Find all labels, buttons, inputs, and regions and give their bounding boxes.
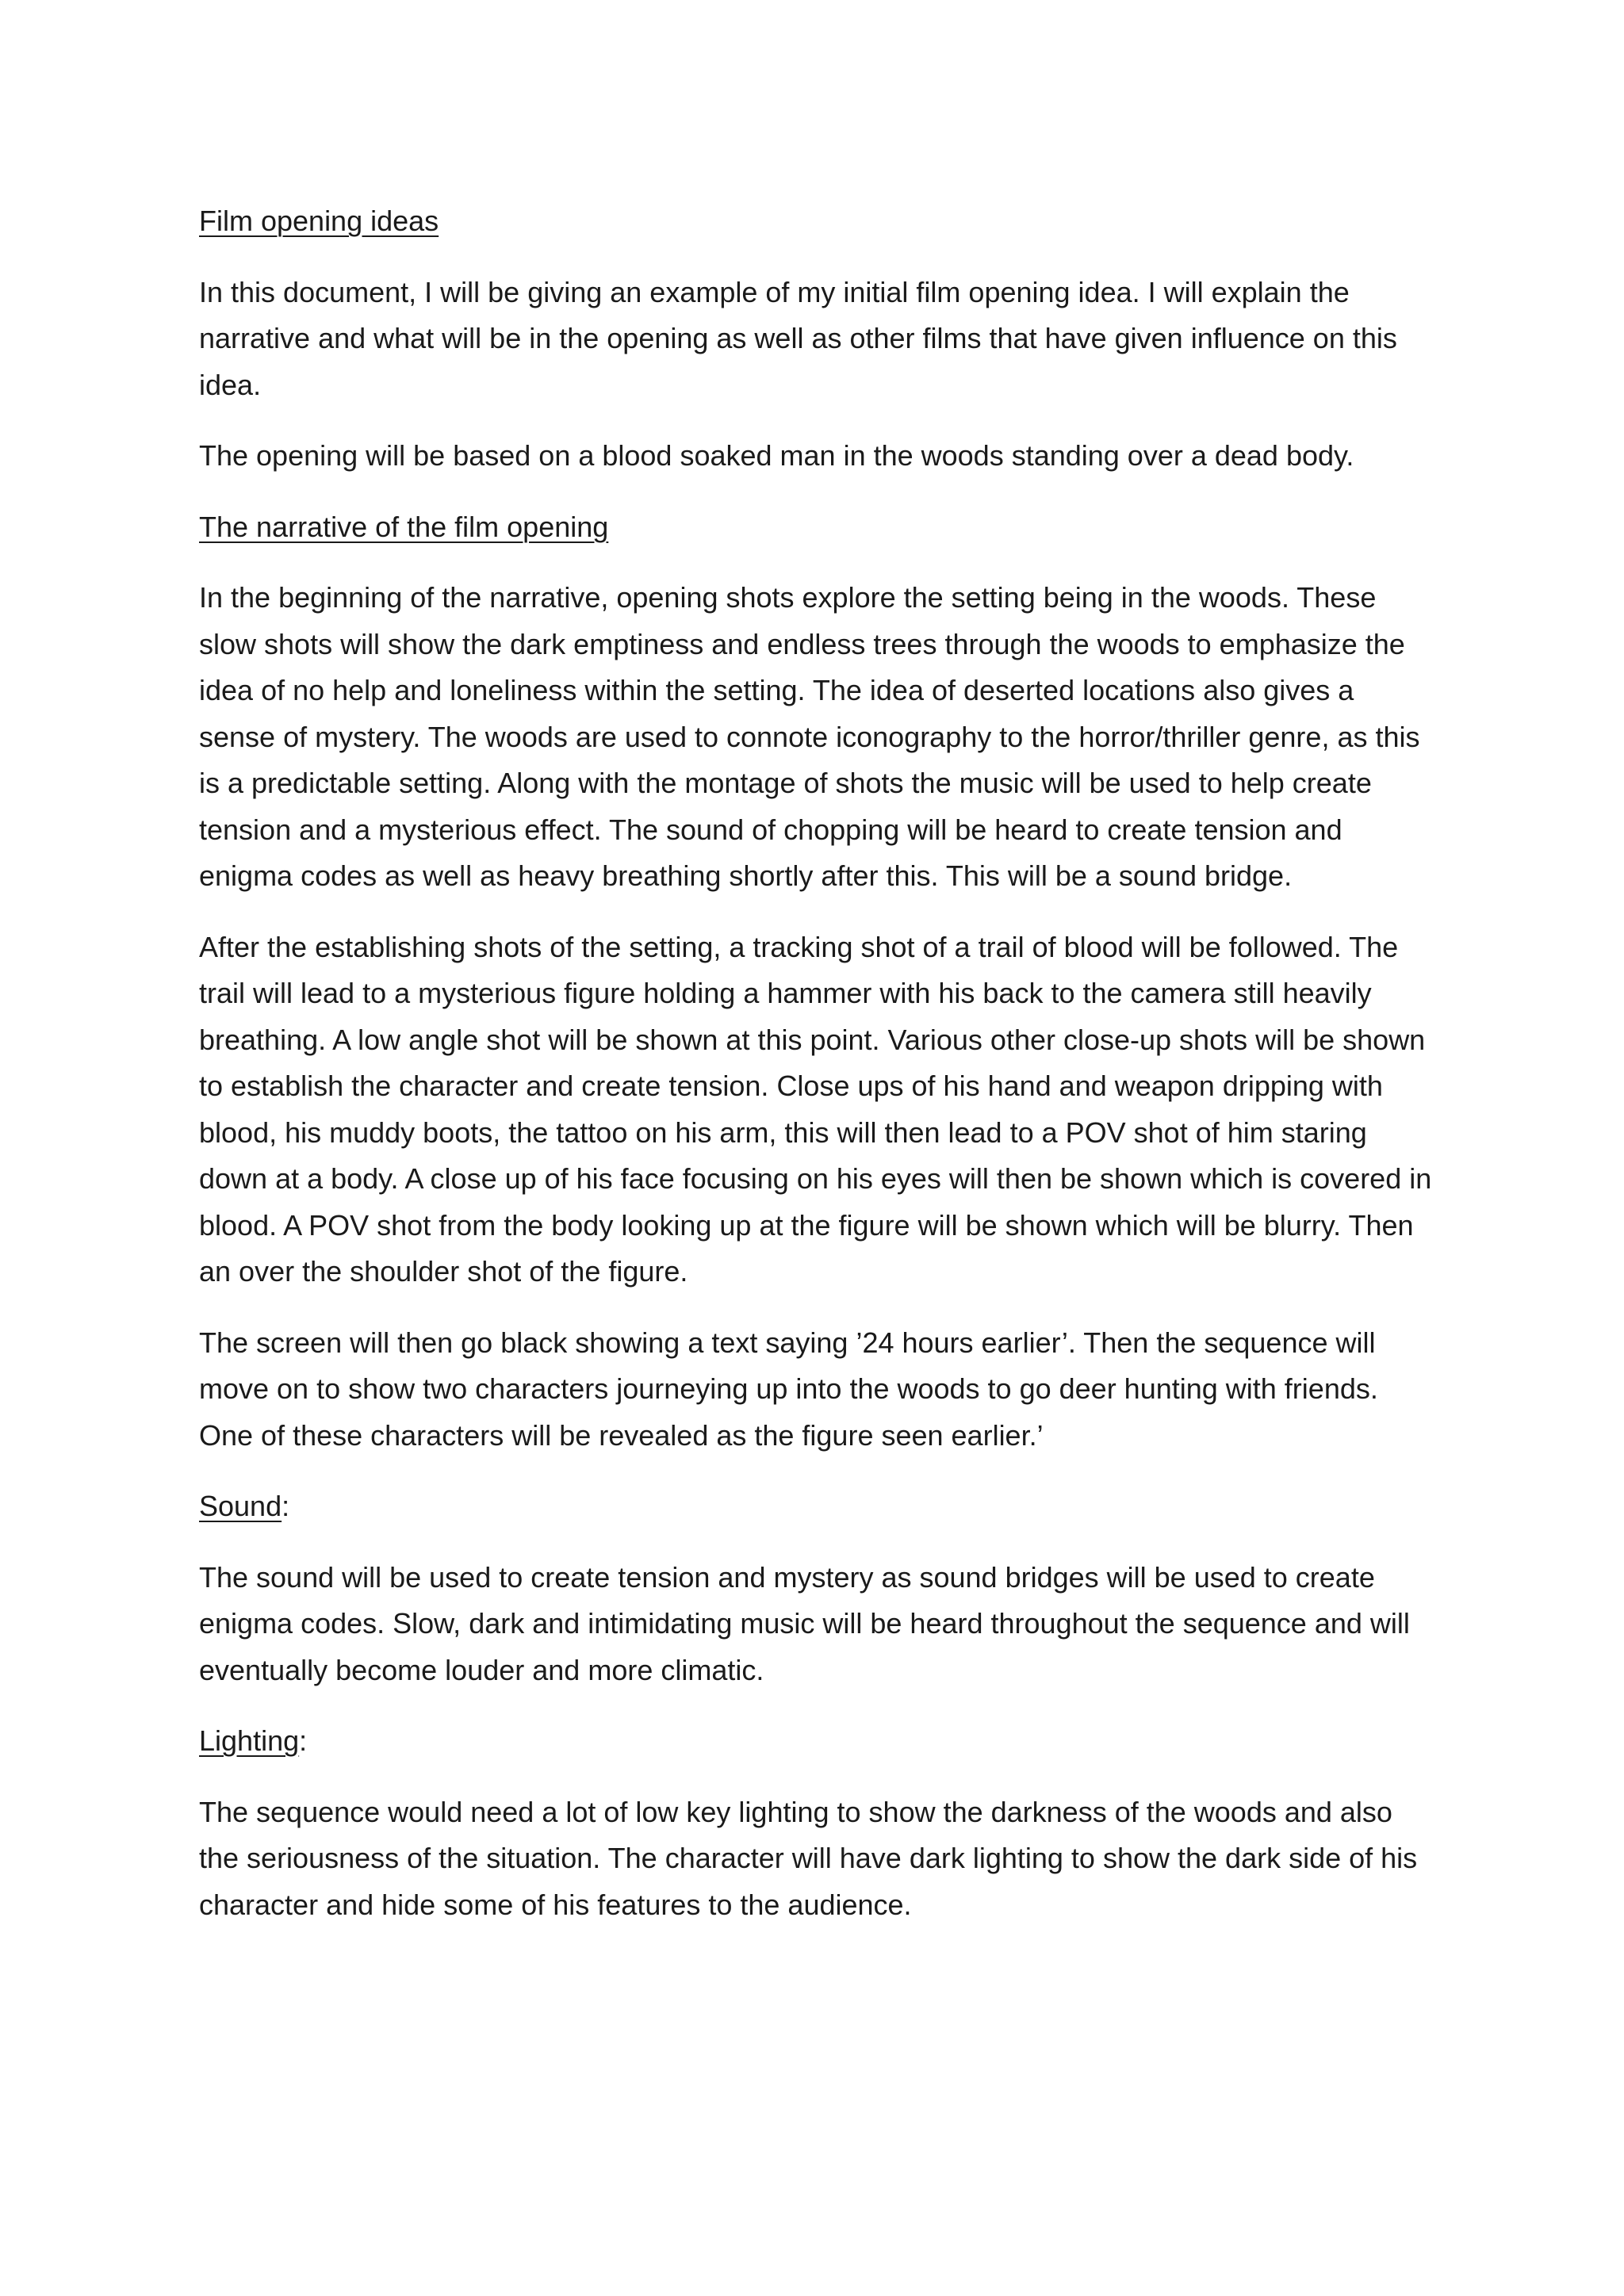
sound-heading-label: Sound (199, 1490, 282, 1522)
narrative-heading: The narrative of the film opening (199, 510, 609, 543)
narrative-paragraph-3: The screen will then go black showing a text saying ’24 hours earlier’. Then the sequence will move on to show two characters journeying up into the woods to go deer hunting with friends. One of these characters will be revealed as the figure seen earlier.’ (199, 1326, 1378, 1452)
lighting-paragraph: The sequence would need a lot of low key lighting to show the darkness of the woods and also the seriousness of the situation. The character will have dark lighting to show the dark side of his character and hide some of his features to the audience. (199, 1795, 1418, 1921)
sound-heading (199, 1483, 1436, 1530)
narrative-paragraph-2: After the establishing shots of the setting, a tracking shot of a trail of blood will be followed. The trail will lead to a mysterious figure holding a hammer with his back to the camera still heavily breathing. A low angle shot will be shown at this point. Various other close-up shots will be shown to establish the character and create tension. Close ups of his hand and weapon dripping with blood, his muddy boots, the tattoo on his arm, this will then lead to a POV shot of him staring down at a body. A close up of his face focusing on his eyes will then be shown which is covered in blood. A POV shot from the body looking up at the figure will be shown which will be blurry. Then an over the shoulder shot of the figure. (199, 930, 1432, 1288)
sound-paragraph: The sound will be used to create tension and mystery as sound bridges will be used to create enigma codes. Slow, dark and intimidating music will be heard throughout the sequence and will eventually become louder and more climatic. (199, 1560, 1410, 1686)
lighting-heading-label: Lighting (199, 1724, 300, 1757)
narrative-paragraph-1: In the beginning of the narrative, opening shots explore the setting being in the woods. These slow shots will show the dark emptiness and endless trees through the woods to emphasize the idea of no help and loneliness within the setting. The idea of deserted locations also gives a sense of mystery. The woods are used to connote iconography to the horror/thriller genre, as this is a predictable setting. Along with the montage of shots the music will be used to help create tension and a mysterious effect. The sound of chopping will be heard to create tension and enigma codes as well as heavy breathing shortly after this. This will be a sound bridge. (199, 581, 1420, 892)
lighting-heading-colon: : (299, 1724, 308, 1757)
document-title: Film opening ideas (199, 205, 439, 237)
document-body (199, 198, 1436, 1953)
premise-paragraph: The opening will be based on a blood soaked man in the woods standing over a dead body. (199, 439, 1354, 472)
lighting-heading (199, 1718, 1436, 1765)
sound-heading-colon: : (282, 1490, 290, 1522)
intro-paragraph: In this document, I will be giving an example of my initial film opening idea. I will explain the narrative and what will be in the opening as well as other films that have given influence on this idea. (199, 275, 1397, 401)
